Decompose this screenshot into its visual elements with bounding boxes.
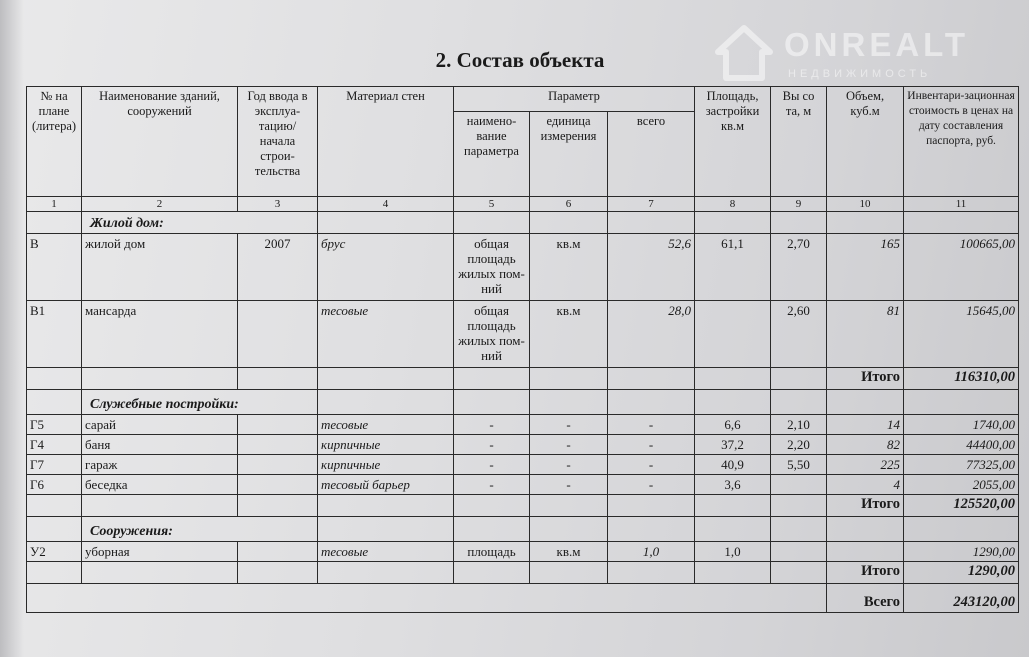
cell-cost: 77325,00 [904,455,1019,475]
cell-material: брус [318,234,454,301]
cell-height: 2,10 [771,415,827,435]
cell-name: жилой дом [82,234,238,301]
section-title-service: Служебные постройки: [82,390,318,415]
header-material: Материал стен [318,87,454,197]
table-row [27,455,1019,475]
header-param-total: всего [608,112,695,197]
colnum: 5 [454,197,530,212]
cell-area: 6,6 [695,415,771,435]
header-cost: Инвентари-зационная стоимость в ценах на дату составления паспорта, руб. [904,87,1019,197]
cell-unit: кв.м [530,301,608,368]
colnum: 1 [27,197,82,212]
table-row [27,435,1019,455]
table-row [27,301,1019,368]
cell-unit: - [530,435,608,455]
cell-unit: - [530,415,608,435]
colnum: 6 [530,197,608,212]
cell-volume: 4 [827,475,904,495]
cell-name: уборная [82,542,238,562]
cell-cost: 1290,00 [904,542,1019,562]
subtotal-label: Итого [827,562,904,584]
table-row [27,234,1019,301]
grand-total-label: Всего [827,584,904,613]
cell-unit: кв.м [530,542,608,562]
cell-literal: Г6 [27,475,82,495]
cell-total: 1,0 [608,542,695,562]
cell-literal: Г5 [27,415,82,435]
cell-material: тесовые [318,415,454,435]
cell-height [771,475,827,495]
header-volume: Объем, куб.м [827,87,904,197]
cell-cost: 100665,00 [904,234,1019,301]
cell-name: гараж [82,455,238,475]
cell-volume [827,542,904,562]
cell-volume: 81 [827,301,904,368]
watermark-subtitle: НЕДВИЖИМОСТЬ [788,68,932,80]
colnum: 2 [82,197,238,212]
subtotal-row-structures [27,562,1019,584]
cell-material: кирпичные [318,435,454,455]
cell-param-name: - [454,435,530,455]
table-row [27,415,1019,435]
cell-name: баня [82,435,238,455]
colnum: 9 [771,197,827,212]
object-composition-table [26,86,1019,613]
cell-literal: В [27,234,82,301]
document-title: 2. Состав объекта [435,48,605,72]
cell-area: 3,6 [695,475,771,495]
cell-volume: 82 [827,435,904,455]
subtotal-label: Итого [827,368,904,390]
header-area: Площадь, застройки кв.м [695,87,771,197]
section-title-house: Жилой дом: [82,212,318,234]
header-param-unit: единица измерения [530,112,608,197]
cell-literal: Г7 [27,455,82,475]
cell-total: 52,6 [608,234,695,301]
column-numbers-row [27,197,1019,212]
cell-total: - [608,435,695,455]
cell-param-name: - [454,475,530,495]
header-row [27,87,1019,112]
cell-year: 2007 [238,234,318,301]
subtotal-value-service: 125520,00 [904,495,1019,517]
subtotal-value-house: 116310,00 [904,368,1019,390]
grand-total-row [27,584,1019,613]
cell-param-name: общая площадь жилых пом-ний [454,301,530,368]
cell-height [771,542,827,562]
cell-unit: кв.м [530,234,608,301]
cell-material: тесовый барьер [318,475,454,495]
header-param-name: наимено-вание параметра [454,112,530,197]
watermark-brand: ONREALT [784,26,970,63]
cell-param-name: общая площадь жилых пом-ний [454,234,530,301]
subtotal-value-structures: 1290,00 [904,562,1019,584]
cell-param-name: площадь [454,542,530,562]
subtotal-row-house [27,368,1019,390]
header-parameter: Параметр [454,87,695,112]
cell-unit: - [530,455,608,475]
cell-height: 2,20 [771,435,827,455]
cell-cost: 1740,00 [904,415,1019,435]
cell-area: 37,2 [695,435,771,455]
cell-param-name: - [454,415,530,435]
colnum: 7 [608,197,695,212]
cell-volume: 165 [827,234,904,301]
cell-literal: Г4 [27,435,82,455]
cell-height: 5,50 [771,455,827,475]
table-row [27,475,1019,495]
cell-volume: 14 [827,415,904,435]
cell-area: 40,9 [695,455,771,475]
cell-height: 2,70 [771,234,827,301]
cell-literal: В1 [27,301,82,368]
cell-material: тесовые [318,301,454,368]
cell-name: мансарда [82,301,238,368]
header-name: Наименование зданий, сооружений [82,87,238,197]
cell-total: 28,0 [608,301,695,368]
colnum: 4 [318,197,454,212]
cell-cost: 2055,00 [904,475,1019,495]
section-row-service [27,390,1019,415]
cell-area: 1,0 [695,542,771,562]
cell-total: - [608,475,695,495]
header-year: Год ввода в эксплуа-тацию/ начала строи-тельства [238,87,318,197]
colnum: 8 [695,197,771,212]
cell-cost: 15645,00 [904,301,1019,368]
header-number: № на плане (литера) [27,87,82,197]
cell-area: 61,1 [695,234,771,301]
cell-volume: 225 [827,455,904,475]
colnum: 10 [827,197,904,212]
header-height: Вы со та, м [771,87,827,197]
cell-height: 2,60 [771,301,827,368]
subtotal-row-service [27,495,1019,517]
subtotal-label: Итого [827,495,904,517]
cell-total: - [608,415,695,435]
cell-material: тесовые [318,542,454,562]
cell-cost: 44400,00 [904,435,1019,455]
section-row-structures [27,517,1019,542]
cell-param-name: - [454,455,530,475]
colnum: 11 [904,197,1019,212]
cell-total: - [608,455,695,475]
cell-area [695,301,771,368]
section-title-structures: Сооружения: [82,517,318,542]
cell-material: кирпичные [318,455,454,475]
cell-unit: - [530,475,608,495]
grand-total-value: 243120,00 [904,584,1019,613]
cell-name: беседка [82,475,238,495]
table-row [27,542,1019,562]
page-edge-shadow [0,0,24,657]
section-row-house [27,212,1019,234]
colnum: 3 [238,197,318,212]
cell-year [238,301,318,368]
cell-literal: У2 [27,542,82,562]
cell-name: сарай [82,415,238,435]
